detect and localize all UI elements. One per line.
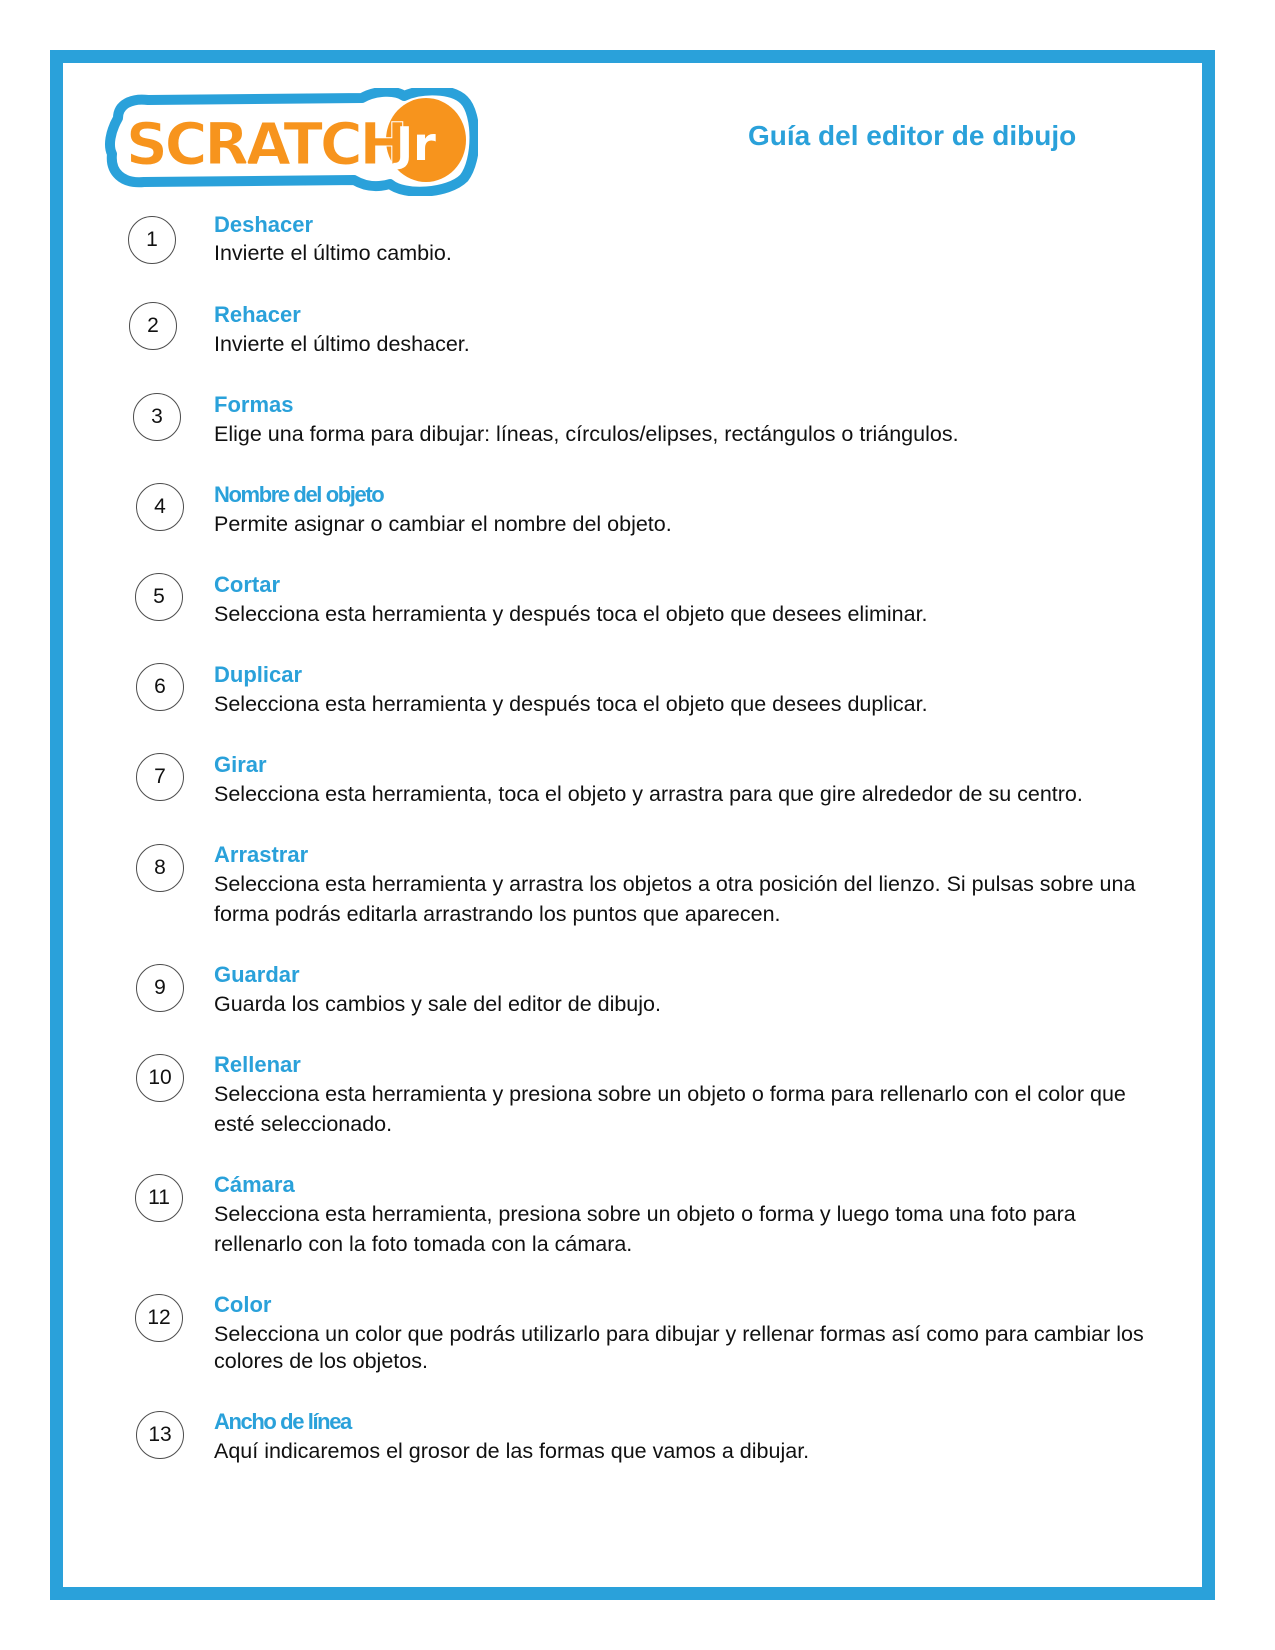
item-description: Aquí indicaremos el grosor de las formas que vamos a dibujar. xyxy=(214,1439,810,1463)
item-title: Arrastrar xyxy=(214,842,309,867)
item-number-badge: 13 xyxy=(136,1411,184,1459)
item-title: Guardar xyxy=(214,962,300,987)
item-description: Selecciona esta herramienta y después toca el objeto que desees duplicar. xyxy=(214,692,928,716)
item-number-badge: 9 xyxy=(136,964,184,1012)
item-title: Color xyxy=(214,1292,272,1317)
item-title: Nombre del objeto xyxy=(214,482,384,507)
item-title: Girar xyxy=(214,752,267,777)
item-number-badge: 4 xyxy=(136,483,184,531)
item-title: Rellenar xyxy=(214,1052,301,1077)
item-title: Formas xyxy=(214,392,294,417)
scratchjr-logo xyxy=(104,88,478,196)
item-description: Permite asignar o cambiar el nombre del objeto. xyxy=(214,512,672,536)
item-description: Selecciona esta herramienta y después toca el objeto que desees eliminar. xyxy=(214,602,928,626)
item-description: Elige una forma para dibujar: líneas, círculos/elipses, rectángulos o triángulos. xyxy=(214,422,959,446)
item-title: Deshacer xyxy=(214,212,314,237)
item-description: Selecciona esta herramienta y presiona sobre un objeto o forma para rellenarlo con el color que esté seleccionado. xyxy=(214,1082,1126,1136)
item-number-badge: 8 xyxy=(136,844,184,892)
item-number-badge: 10 xyxy=(136,1054,184,1102)
item-description: Invierte el último deshacer. xyxy=(214,332,470,356)
item-description: Invierte el último cambio. xyxy=(214,241,452,265)
item-number-badge: 12 xyxy=(135,1294,183,1342)
item-number-badge: 7 xyxy=(136,753,184,801)
item-description: Selecciona un color que podrás utilizarlo para dibujar y rellenar formas así como para cambiar los colores de los objetos. xyxy=(214,1322,1144,1373)
item-number-badge: 11 xyxy=(135,1174,183,1222)
item-number-badge: 3 xyxy=(133,393,181,441)
svg-text:Jr: Jr xyxy=(396,117,436,171)
item-number-badge: 1 xyxy=(128,216,176,264)
item-title: Cámara xyxy=(214,1172,295,1197)
svg-text:SCRATCH: SCRATCH xyxy=(126,110,406,178)
item-description: Selecciona esta herramienta, toca el objeto y arrastra para que gire alrededor de su centro. xyxy=(214,782,1083,806)
item-description: Guarda los cambios y sale del editor de dibujo. xyxy=(214,992,661,1016)
document-title: Guía del editor de dibujo xyxy=(748,120,1077,151)
item-title: Cortar xyxy=(214,572,281,597)
item-title: Ancho de línea xyxy=(214,1409,351,1434)
item-number-badge: 6 xyxy=(136,663,184,711)
item-number-badge: 5 xyxy=(135,573,183,621)
item-description: Selecciona esta herramienta y arrastra los objetos a otra posición del lienzo. Si pulsas sobre una forma podrás editarla arrastrando los puntos que aparecen. xyxy=(214,872,1136,926)
item-number-badge: 2 xyxy=(129,302,177,350)
item-title: Rehacer xyxy=(214,302,301,327)
item-title: Duplicar xyxy=(214,662,303,687)
item-description: Selecciona esta herramienta, presiona sobre un objeto o forma y luego toma una foto para rellenarlo con la foto tomada con la cámara. xyxy=(214,1202,1076,1256)
